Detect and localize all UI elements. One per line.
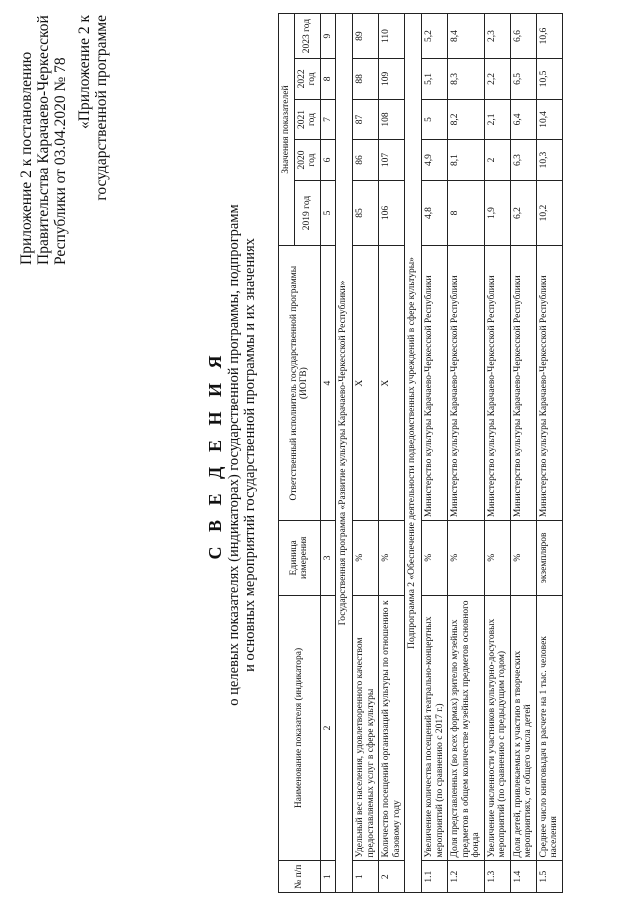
col-header-year: 2019 год: [294, 180, 320, 245]
row-executor: Министерство культуры Карачаево-Черкесской Республики: [484, 246, 510, 521]
col-header-year: 2020 год: [294, 140, 320, 181]
col-header-num: № п/п: [279, 861, 321, 893]
document-subtitle: [226, 85, 258, 825]
row-value: 5: [422, 99, 448, 140]
row-value: 109: [379, 59, 405, 100]
col-header-year: 2023 год: [294, 14, 320, 59]
row-executor: Министерство культуры Карачаево-Черкесской Республики: [510, 246, 536, 521]
column-number: 6: [320, 140, 336, 181]
row-name: Доля представленных (во всех формах) зрителю музейных предметов в общем количестве музейных предметов основного фонда: [448, 595, 485, 861]
decree-line: Приложение 2 к постановлению: [18, 51, 35, 265]
row-num: 1.4: [510, 861, 536, 893]
row-name: Увеличение численности участников культурно-досуговых мероприятий (по сравнению с предыдущим годом): [484, 595, 510, 861]
row-num: 2: [379, 861, 405, 893]
row-value: 2,2: [484, 59, 510, 100]
table-row: [353, 14, 379, 893]
row-value: 2,3: [484, 14, 510, 59]
row-executor: Х: [379, 246, 405, 521]
row-value: 86: [353, 140, 379, 181]
col-header-name: Наименование показателя (индикатора): [279, 595, 321, 861]
program-section-row: [336, 14, 353, 893]
subprogram-title: Подпрограмма 2 «Обеспечение деятельности подведомственных учреждений в сфере культуры»: [405, 14, 422, 893]
table-row: [536, 14, 562, 893]
row-value: 5,1: [422, 59, 448, 100]
row-name: Доля детей, привлекаемых к участию в творческих мероприятиях, от общего числа детей: [510, 595, 536, 861]
row-value: 2,1: [484, 99, 510, 140]
row-name: Среднее число книговыдач в расчете на 1 тыс. человек населения: [536, 595, 562, 861]
row-num: 1.1: [422, 861, 448, 893]
row-name: Количество посещений организаций культуры по отношению к базовому году: [379, 595, 405, 861]
column-number: 9: [320, 14, 336, 59]
row-executor: Министерство культуры Карачаево-Черкесской Республики: [448, 246, 485, 521]
col-header-values: Значения показателей: [279, 14, 295, 246]
column-number: 7: [320, 99, 336, 140]
decree-line: Республики от 03.04.2020 № 78: [52, 57, 69, 265]
column-number: 5: [320, 180, 336, 245]
row-executor: Х: [353, 246, 379, 521]
column-number: 1: [320, 861, 336, 893]
row-num: 1.5: [536, 861, 562, 893]
subtitle-line: о целевых показателях (индикаторах) государственной программы, подпрограмм: [226, 204, 242, 706]
row-value: 85: [353, 180, 379, 245]
row-value: 89: [353, 14, 379, 59]
appendix-reference: [76, 15, 110, 215]
decree-reference: [18, 15, 69, 265]
row-value: 6,6: [510, 14, 536, 59]
column-number: 3: [320, 521, 336, 595]
row-unit: %: [448, 521, 485, 595]
column-numbers-row: [320, 14, 336, 893]
row-value: 10,5: [536, 59, 562, 100]
row-value: 108: [379, 99, 405, 140]
row-value: 4,8: [422, 180, 448, 245]
table-row: [379, 14, 405, 893]
row-value: 4,9: [422, 140, 448, 181]
subprogram-section-row: [405, 14, 422, 893]
col-header-year: 2022 год: [294, 59, 320, 100]
program-title: Государственная программа «Развитие культуры Карачаево-Черкесской Республики»: [336, 14, 353, 893]
row-value: 8,3: [448, 59, 485, 100]
column-number: 2: [320, 595, 336, 861]
row-value: 87: [353, 99, 379, 140]
column-number: 4: [320, 246, 336, 521]
row-name: Увеличение количества посещений театрально-концертных мероприятий (по сравнению с 2017 г.): [422, 595, 448, 861]
indicators-table: [278, 13, 563, 893]
row-unit: экземпляров: [536, 521, 562, 595]
row-value: 110: [379, 14, 405, 59]
row-unit: %: [510, 521, 536, 595]
row-value: 8,1: [448, 140, 485, 181]
col-header-unit: Единица измерения: [279, 521, 321, 595]
row-unit: %: [379, 521, 405, 595]
appendix-line: «Приложение 2 к: [76, 15, 93, 129]
table-row: [448, 14, 485, 893]
header-row: [279, 14, 295, 893]
row-num: 1.2: [448, 861, 485, 893]
row-value: 8: [448, 180, 485, 245]
row-value: 10,3: [536, 140, 562, 181]
col-header-executor: Ответственный исполнитель государственной программы (ИОГВ): [279, 246, 321, 521]
row-num: 1: [353, 861, 379, 893]
row-value: 8,4: [448, 14, 485, 59]
row-value: 10,2: [536, 180, 562, 245]
row-unit: %: [353, 521, 379, 595]
row-value: 10,6: [536, 14, 562, 59]
appendix-line: государственной программе: [93, 15, 110, 201]
col-header-year: 2021 год: [294, 99, 320, 140]
row-unit: %: [484, 521, 510, 595]
row-value: 10,4: [536, 99, 562, 140]
row-value: 5,2: [422, 14, 448, 59]
row-value: 88: [353, 59, 379, 100]
row-value: 6,3: [510, 140, 536, 181]
table-row: [422, 14, 448, 893]
row-value: 2: [484, 140, 510, 181]
row-value: 8,2: [448, 99, 485, 140]
decree-line: Правительства Карачаево-Черкесской: [35, 15, 52, 265]
column-number: 8: [320, 59, 336, 100]
row-value: 106: [379, 180, 405, 245]
row-value: 6,5: [510, 59, 536, 100]
row-num: 1.3: [484, 861, 510, 893]
row-name: Удельный вес населения, удовлетворенного качеством предоставляемых услуг в сфере культуры: [353, 595, 379, 861]
row-value: 6,2: [510, 180, 536, 245]
table-row: [484, 14, 510, 893]
row-unit: %: [422, 521, 448, 595]
row-value: 107: [379, 140, 405, 181]
row-executor: Министерство культуры Карачаево-Черкесской Республики: [536, 246, 562, 521]
row-value: 1,9: [484, 180, 510, 245]
row-value: 6,4: [510, 99, 536, 140]
subtitle-line: и основных мероприятий государственной программы и их значениях: [242, 238, 258, 672]
table-row: [510, 14, 536, 893]
document-title: С В Е Д Е Н И Я: [205, 350, 225, 560]
row-executor: Министерство культуры Карачаево-Черкесской Республики: [422, 246, 448, 521]
